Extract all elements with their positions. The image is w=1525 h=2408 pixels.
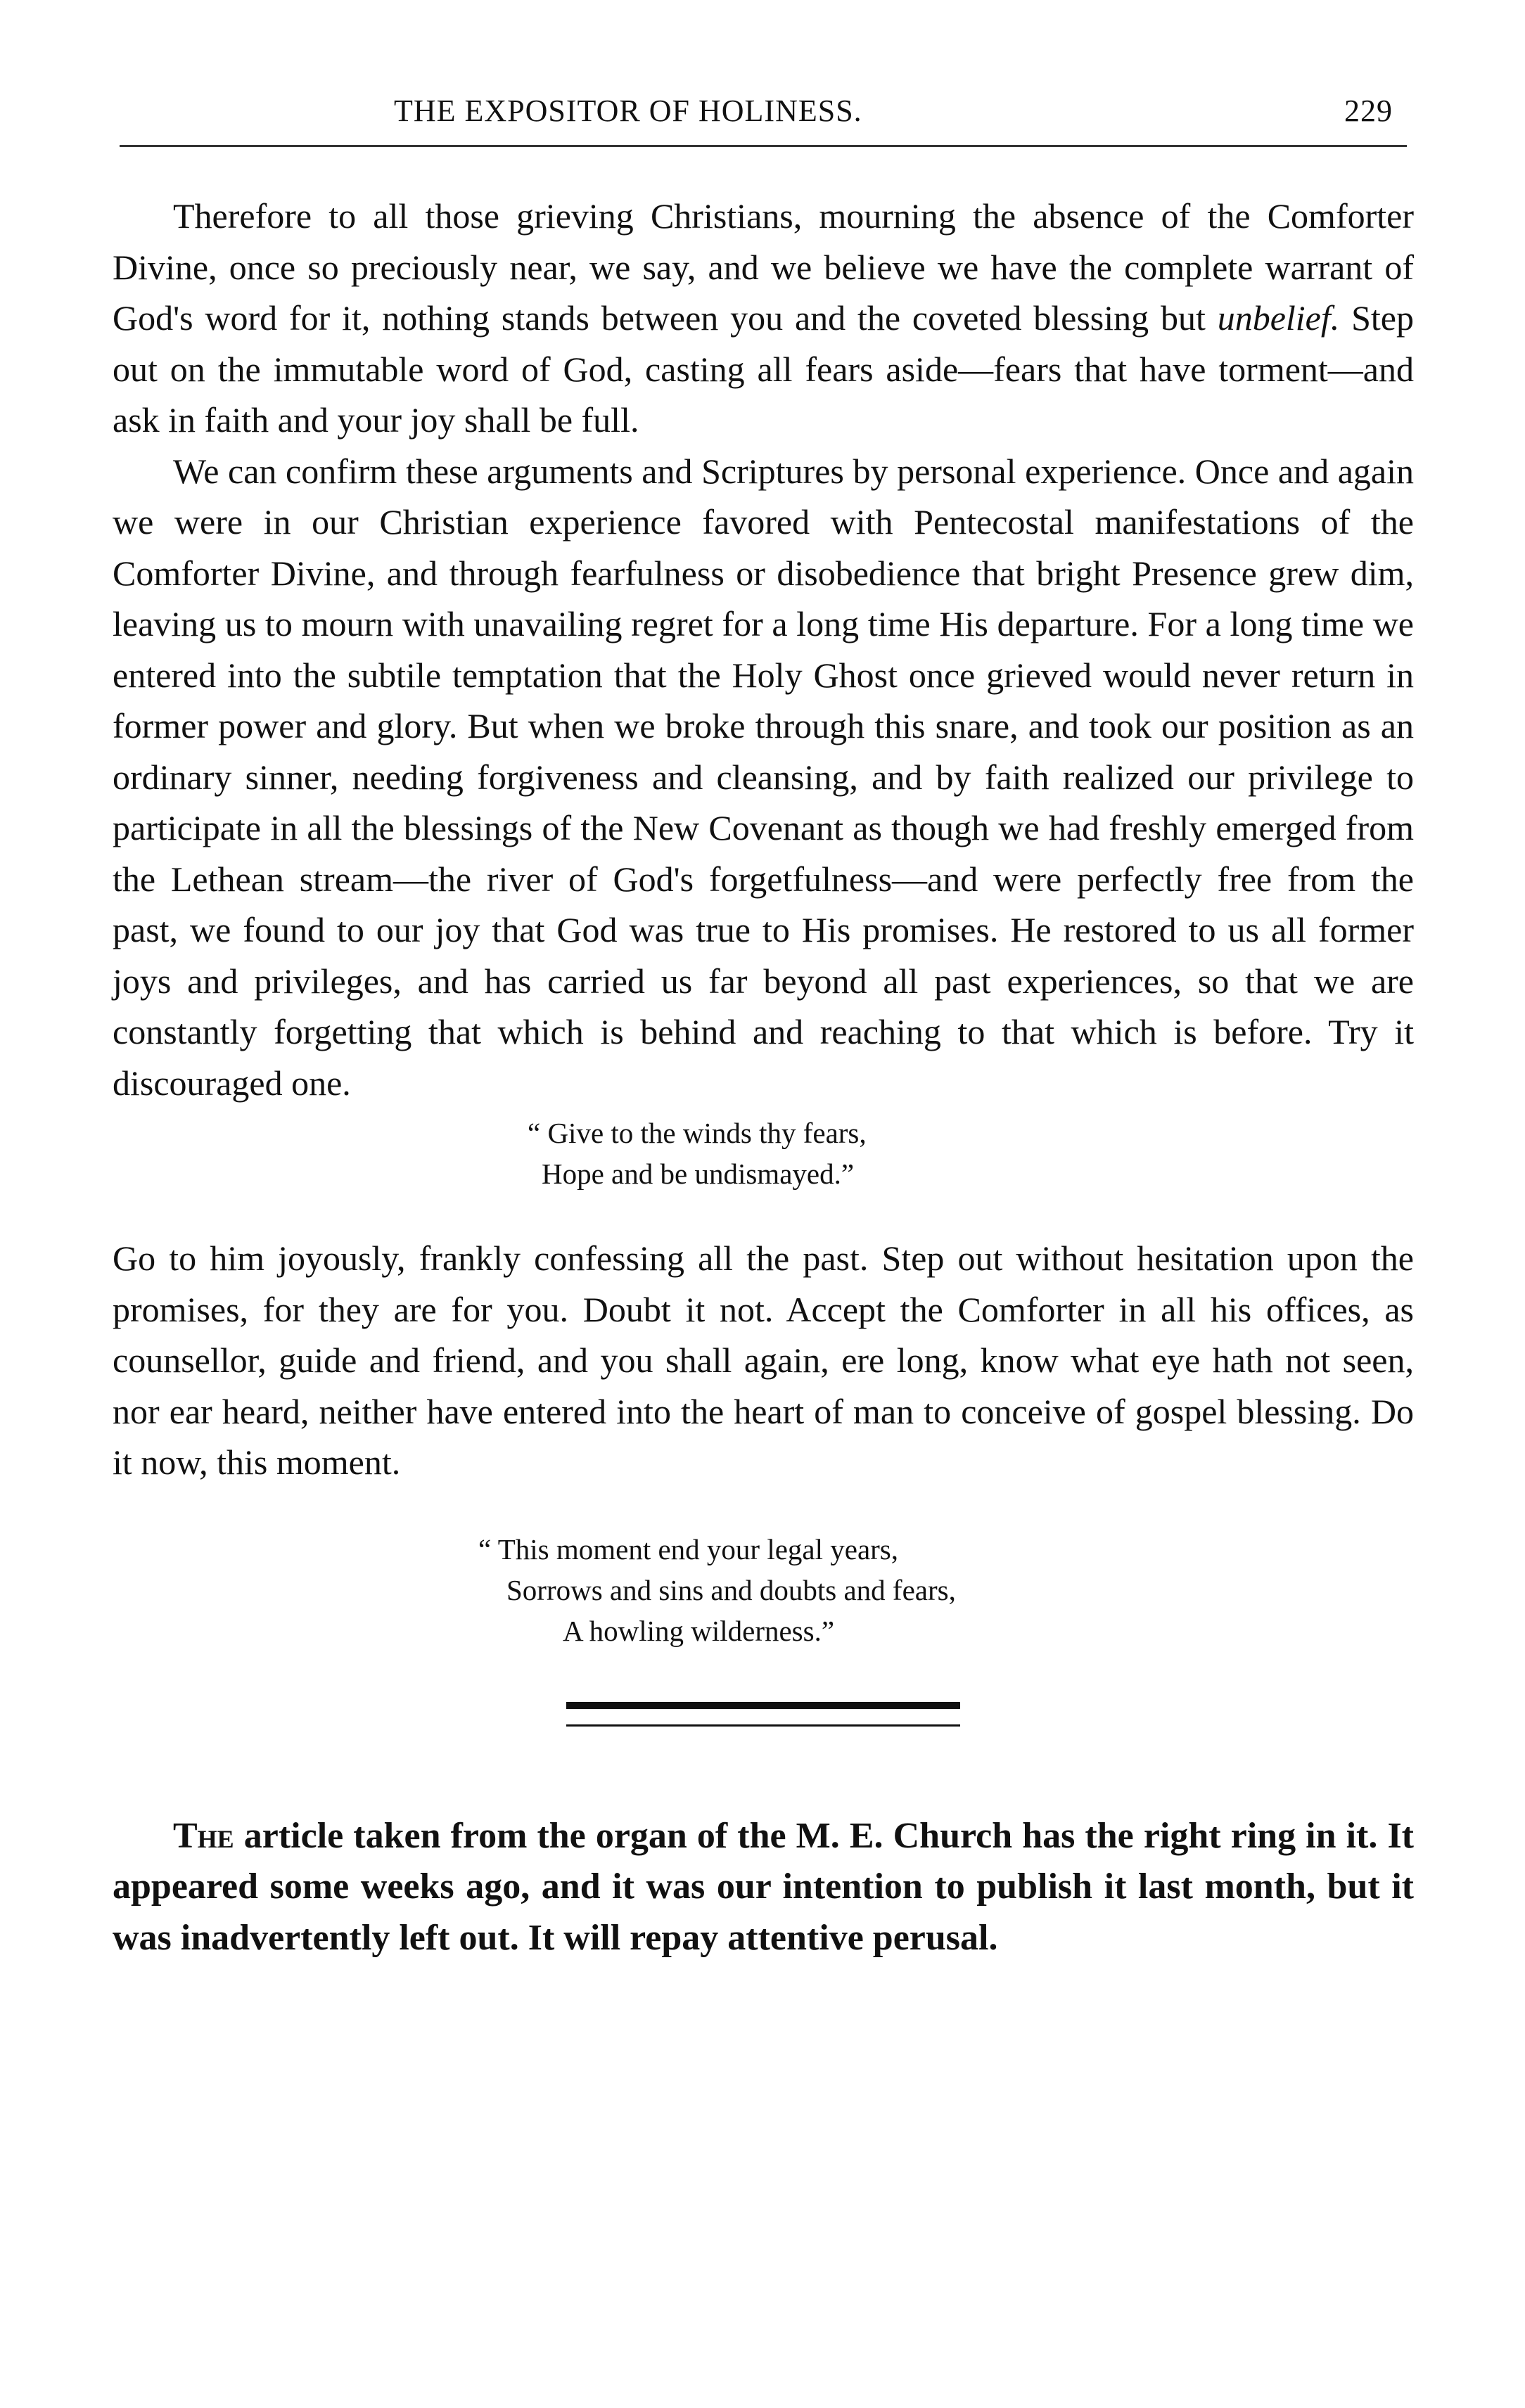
running-head bbox=[113, 84, 1414, 141]
verse-quote-1 bbox=[528, 1113, 1414, 1194]
paragraph-1 bbox=[113, 191, 1414, 446]
verse-2-line-2: Sorrows and sins and doubts and fears, bbox=[506, 1573, 956, 1606]
page bbox=[113, 84, 1414, 2000]
divider-thick-rule bbox=[566, 1702, 960, 1709]
verse-1-line-1: “ Give to the winds thy fears, bbox=[528, 1117, 867, 1149]
verse-2-line-1: “ This moment end your legal years, bbox=[478, 1532, 899, 1565]
running-title: THE EXPOSITOR OF HOLINESS. bbox=[394, 94, 862, 128]
verse-2-line-3: A howling wilderness.” bbox=[563, 1614, 835, 1647]
paragraph-3: Go to him joyously, frankly confessing all the past. Step out without hesitation upon the promises, for they are for you. Doubt it not. Accept the Comforter in all his offices, as counsellor, guide and friend, and you shall again, ere long, know what eye hath not seen, nor ear heard, neither have entered into the heart of man to conceive of gospel blessing. Do it now, this moment. bbox=[113, 1238, 1414, 1482]
section-divider bbox=[566, 1702, 960, 1727]
closing-paragraph bbox=[113, 1811, 1414, 1964]
divider-thin-rule bbox=[566, 1724, 960, 1727]
paragraph-2: We can confirm these arguments and Scriptures by personal experience. Once and again we were in our Christian experience favored with Pentecostal manifestations of the Comforter Divine, and through fearfulness or disobedience that bright Presence grew dim, leaving us to mourn with unavailing regret for a long time His departure. For a long time we entered into the subtile temptation that the Holy Ghost once grieved would never return in former power and glory. But when we broke through this snare, and took our position as an ordinary sinner, needing forgiveness and cleansing, and by faith realized our privilege to participate in all the blessings of the New Covenant as though we had freshly emerged from the Lethean stream—the river of God's forgetfulness—and were perfectly free from the past, we found to our joy that God was true to His promises. He restored to us all former joys and privileges, and has carried us far beyond all past experiences, so that we are constantly forgetting that which is behind and reaching to that which is before. Try it discouraged one. bbox=[113, 451, 1414, 1103]
verse-1-line-2: Hope and be undismayed.” bbox=[542, 1158, 855, 1190]
closing-text: article taken from the organ of the M. E. Church has the right ring in it. It appeared some weeks ago, and it was our intention to publish it last month, but it was inadvertently left out. It will repay attentive perusal. bbox=[113, 1815, 1414, 1958]
verse-quote-2 bbox=[478, 1529, 1414, 1651]
paragraph-1-text-a: Therefore to all those grieving Christians, mourning the absence of the Comforter Divine, once so preciously near, we say, and we believe we have the complete warrant of God's word for it, nothing stands between you and the coveted blessing but bbox=[113, 196, 1414, 338]
paragraph-1-text-b: Step out on the immutable word of God, casting all fears aside—fears that have torment—and ask in faith and your joy shall be full. bbox=[113, 298, 1414, 440]
header-rule bbox=[120, 145, 1407, 147]
closing-lead-word: The bbox=[173, 1815, 234, 1856]
paragraph-1-emphasis: unbelief. bbox=[1217, 298, 1340, 338]
page-number: 229 bbox=[1344, 94, 1393, 128]
